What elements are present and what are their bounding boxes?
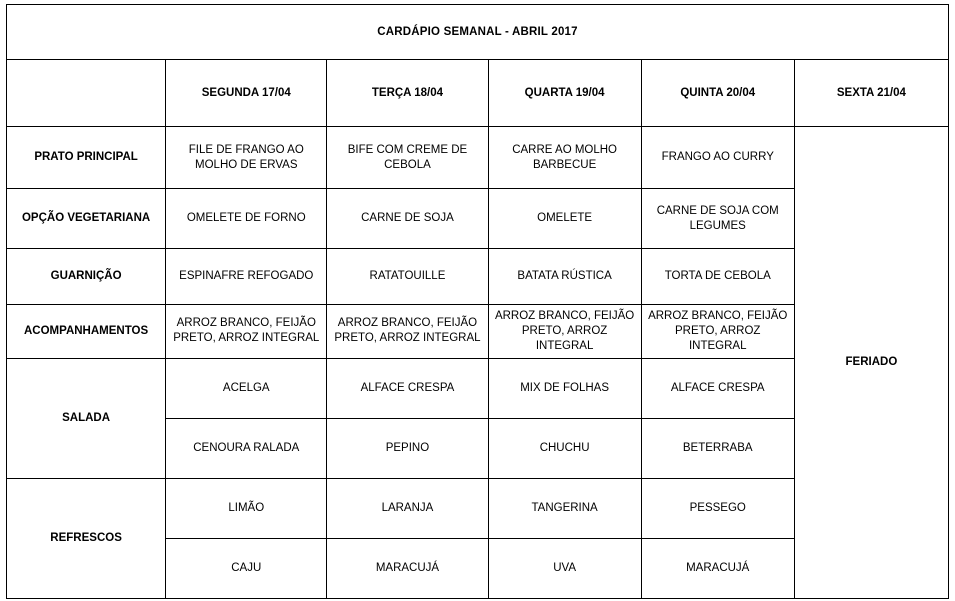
cell-refrescos-2-thursday: MARACUJÁ — [641, 538, 794, 598]
cell-acompanhamentos-tuesday: ARROZ BRANCO, FEIJÃO PRETO, ARROZ INTEGRAL — [327, 305, 488, 359]
weekly-menu-table — [6, 4, 949, 599]
row-label-opcao-vegetariana: OPÇÃO VEGETARIANA — [7, 189, 166, 249]
cell-refrescos-2-tuesday: MARACUJÁ — [327, 538, 488, 598]
cell-refrescos-1-tuesday: LARANJA — [327, 478, 488, 538]
table-row-title — [7, 5, 949, 60]
row-label-acompanhamentos: ACOMPANHAMENTOS — [7, 305, 166, 359]
cell-prato-principal-thursday: FRANGO AO CURRY — [641, 127, 794, 189]
cell-prato-principal-tuesday: BIFE COM CREME DE CEBOLA — [327, 127, 488, 189]
cell-salada-1-thursday: ALFACE CRESPA — [641, 358, 794, 418]
cell-guarnicao-monday: ESPINAFRE REFOGADO — [166, 249, 327, 305]
cell-prato-principal-monday: FILE DE FRANGO AO MOLHO DE ERVAS — [166, 127, 327, 189]
header-day-monday: SEGUNDA 17/04 — [166, 60, 327, 127]
row-label-prato-principal: PRATO PRINCIPAL — [7, 127, 166, 189]
cell-guarnicao-tuesday: RATATOUILLE — [327, 249, 488, 305]
cell-acompanhamentos-monday: ARROZ BRANCO, FEIJÃO PRETO, ARROZ INTEGRAL — [166, 305, 327, 359]
cell-acompanhamentos-thursday: ARROZ BRANCO, FEIJÃO PRETO, ARROZ INTEGRAL — [641, 305, 794, 359]
cell-salada-2-thursday: BETERRABA — [641, 418, 794, 478]
cell-opcao-vegetariana-tuesday: CARNE DE SOJA — [327, 189, 488, 249]
cell-refrescos-1-thursday: PESSEGO — [641, 478, 794, 538]
cell-friday-holiday: FERIADO — [794, 127, 948, 599]
cell-salada-2-monday: CENOURA RALADA — [166, 418, 327, 478]
header-day-wednesday: QUARTA 19/04 — [488, 60, 641, 127]
header-day-friday: SEXTA 21/04 — [794, 60, 948, 127]
cell-salada-2-wednesday: CHUCHU — [488, 418, 641, 478]
cell-salada-2-tuesday: PEPINO — [327, 418, 488, 478]
cell-salada-1-tuesday: ALFACE CRESPA — [327, 358, 488, 418]
cell-opcao-vegetariana-monday: OMELETE DE FORNO — [166, 189, 327, 249]
table-row-headers — [7, 60, 949, 127]
cell-opcao-vegetariana-wednesday: OMELETE — [488, 189, 641, 249]
cell-refrescos-2-monday: CAJU — [166, 538, 327, 598]
header-day-tuesday: TERÇA 18/04 — [327, 60, 488, 127]
cell-acompanhamentos-wednesday: ARROZ BRANCO, FEIJÃO PRETO, ARROZ INTEGRAL — [488, 305, 641, 359]
cell-prato-principal-wednesday: CARRE AO MOLHO BARBECUE — [488, 127, 641, 189]
cell-refrescos-2-wednesday: UVA — [488, 538, 641, 598]
cell-opcao-vegetariana-thursday: CARNE DE SOJA COM LEGUMES — [641, 189, 794, 249]
cell-refrescos-1-monday: LIMÃO — [166, 478, 327, 538]
cell-refrescos-1-wednesday: TANGERINA — [488, 478, 641, 538]
table-row-prato-principal — [7, 127, 949, 189]
row-label-guarnicao: GUARNIÇÃO — [7, 249, 166, 305]
cell-guarnicao-wednesday: BATATA RÚSTICA — [488, 249, 641, 305]
row-label-refrescos: REFRESCOS — [7, 478, 166, 598]
cell-salada-1-wednesday: MIX DE FOLHAS — [488, 358, 641, 418]
page-title: CARDÁPIO SEMANAL - ABRIL 2017 — [7, 5, 949, 60]
cell-salada-1-monday: ACELGA — [166, 358, 327, 418]
header-corner — [7, 60, 166, 127]
cell-guarnicao-thursday: TORTA DE CEBOLA — [641, 249, 794, 305]
row-label-salada: SALADA — [7, 358, 166, 478]
header-day-thursday: QUINTA 20/04 — [641, 60, 794, 127]
